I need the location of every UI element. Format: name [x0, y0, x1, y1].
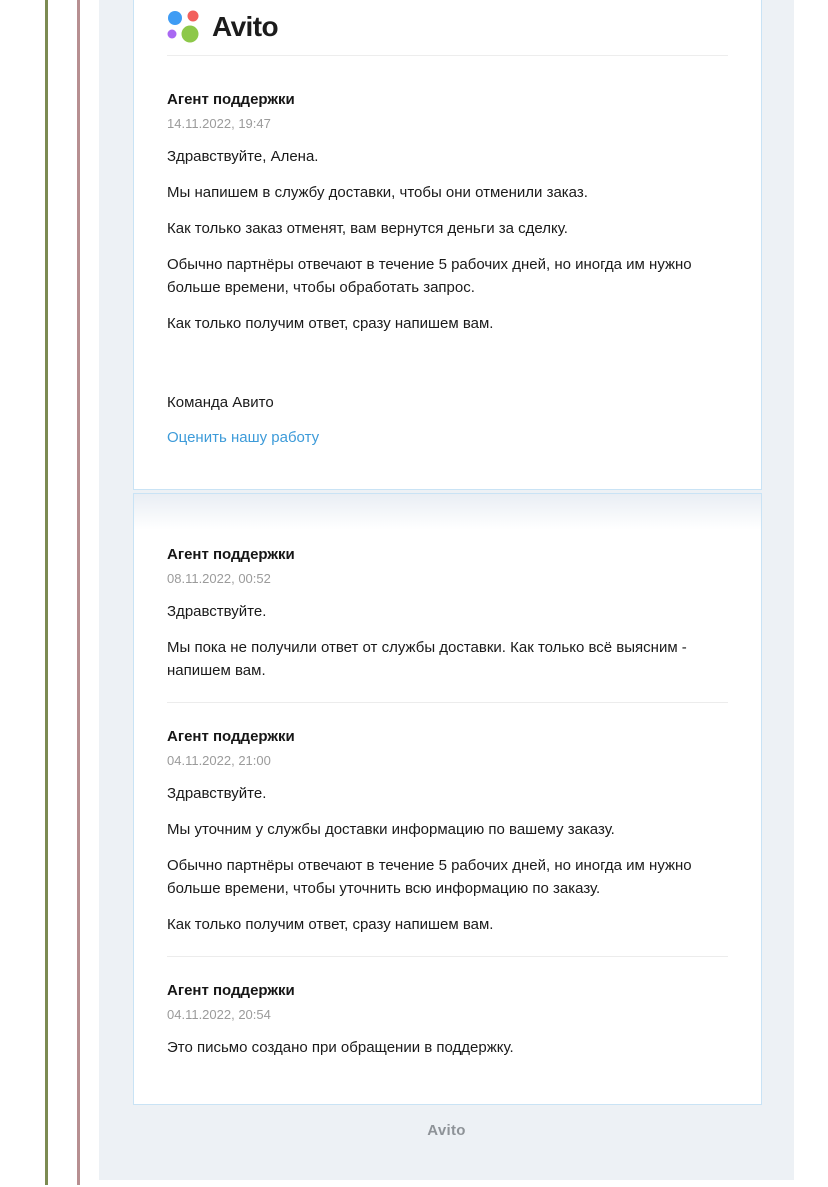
message-card-top	[133, 0, 762, 490]
quote-bar-inner	[77, 0, 80, 1185]
message-paragraph: Здравствуйте, Алена.	[167, 148, 319, 165]
email-footer	[99, 1122, 794, 1140]
message-date: 14.11.2022, 19:47	[167, 116, 271, 131]
avito-logo-icon	[167, 9, 203, 45]
message-date: 04.11.2022, 20:54	[167, 1007, 271, 1022]
message-paragraph: Обычно партнёры отвечают в течение 5 рабочих дней, но иногда им нужно больше времени, чтобы уточнить всю информацию по заказу.	[167, 857, 692, 897]
message-body	[167, 782, 728, 936]
message-paragraph: Как только получим ответ, сразу напишем вам.	[167, 315, 494, 332]
message-card-history	[133, 493, 762, 1105]
message-paragraph: Как только получим ответ, сразу напишем вам.	[167, 916, 494, 933]
message-body	[167, 145, 728, 449]
message-block	[167, 727, 728, 936]
message-author: Агент поддержки	[167, 982, 295, 999]
message-paragraph: Это письмо создано при обращении в поддержку.	[167, 1039, 514, 1056]
message-author: Агент поддержки	[167, 546, 295, 563]
message-paragraph: Здравствуйте.	[167, 603, 267, 620]
message-signature: Команда Авито	[167, 394, 274, 411]
message-body	[167, 1036, 728, 1059]
email-body-background	[99, 0, 794, 1180]
avito-logo[interactable]	[167, 8, 728, 46]
message-paragraph: Обычно партнёры отвечают в течение 5 рабочих дней, но иногда им нужно больше времени, чтобы обработать запрос.	[167, 256, 692, 296]
message-block	[167, 545, 728, 682]
message-author: Агент поддержки	[167, 91, 295, 108]
rate-our-work-link[interactable]: Оценить нашу работу	[167, 429, 320, 446]
footer-brand-link[interactable]: Avito	[427, 1122, 466, 1139]
message-date: 04.11.2022, 21:00	[167, 753, 271, 768]
message-paragraph: Мы уточним у службы доставки информацию по вашему заказу.	[167, 821, 615, 838]
message-divider	[167, 956, 728, 957]
message-divider	[167, 702, 728, 703]
message-body	[167, 600, 728, 682]
header-divider	[167, 55, 728, 56]
avito-wordmark: Avito	[212, 11, 278, 42]
message-paragraph: Мы напишем в службу доставки, чтобы они отменили заказ.	[167, 184, 588, 201]
message-date: 08.11.2022, 00:52	[167, 571, 271, 586]
message-block	[167, 981, 728, 1059]
message-author: Агент поддержки	[167, 728, 295, 745]
message-paragraph: Мы пока не получили ответ от службы доставки. Как только всё выясним - напишем вам.	[167, 639, 687, 679]
message-paragraph: Здравствуйте.	[167, 785, 267, 802]
message-paragraph: Как только заказ отменят, вам вернутся деньги за сделку.	[167, 220, 568, 237]
quote-bar-outer	[45, 0, 48, 1185]
